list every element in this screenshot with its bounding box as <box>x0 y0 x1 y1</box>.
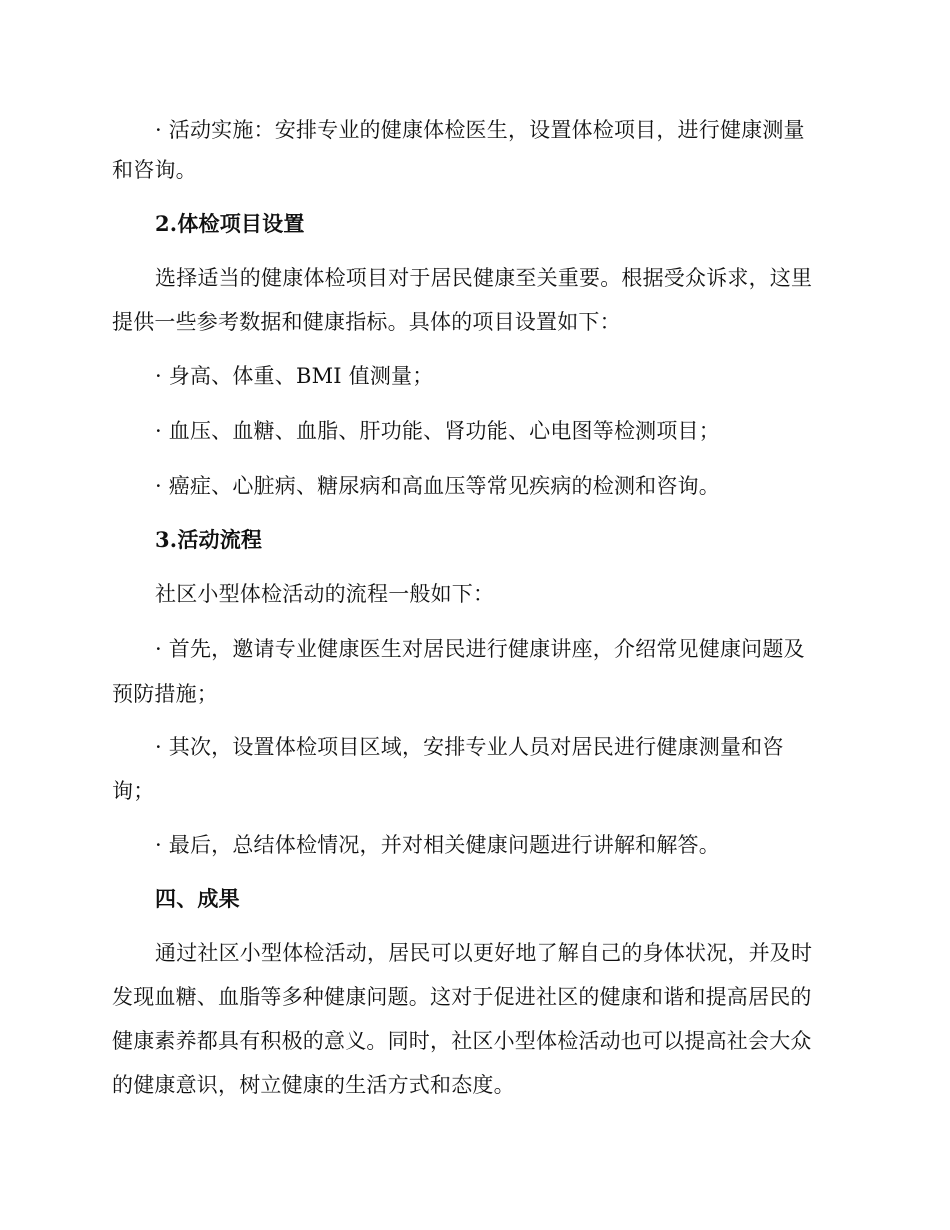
bullet-blood-tests: · 血压、血糖、血脂、肝功能、肾功能、心电图等检测项目； <box>155 419 720 443</box>
section-heading-checkup-items: 2.体检项目设置 <box>155 211 305 236</box>
section-heading-activity-flow: 3.活动流程 <box>155 527 263 552</box>
bullet-disease-screening: · 癌症、心脏病、糖尿病和高血压等常见疾病的检测和咨询。 <box>155 474 720 498</box>
paragraph-activity-flow-intro: 社区小型体检活动的流程一般如下： <box>155 582 495 606</box>
bullet-activity-implementation: · 活动实施：安排专业的健康体检医生，设置体检项目，进行健康测量 <box>155 118 805 142</box>
bullet-first-step: · 首先，邀请专业健康医生对居民进行健康讲座，介绍常见健康问题及 <box>155 637 805 661</box>
bullet-third-step: · 最后，总结体检情况，并对相关健康问题进行讲解和解答。 <box>155 833 720 857</box>
bullet-second-step-cont: 询； <box>112 779 155 803</box>
paragraph-results-line-4: 的健康意识，树立健康的生活方式和态度。 <box>112 1073 515 1097</box>
paragraph-checkup-items-line-1: 选择适当的健康体检项目对于居民健康至关重要。根据受众诉求，这里 <box>155 266 813 290</box>
paragraph-results-line-3: 健康素养都具有积极的意义。同时，社区小型体检活动也可以提高社会大众 <box>112 1029 812 1053</box>
paragraph-results-line-2: 发现血糖、血脂等多种健康问题。这对于促进社区的健康和谐和提高居民的 <box>112 985 812 1009</box>
paragraph-checkup-items-line-2: 提供一些参考数据和健康指标。具体的项目设置如下： <box>112 310 621 334</box>
bullet-height-weight-bmi: · 身高、体重、BMI 值测量； <box>155 364 434 388</box>
bullet-second-step: · 其次，设置体检项目区域，安排专业人员对居民进行健康测量和咨 <box>155 735 784 759</box>
section-heading-results: 四、成果 <box>155 886 240 911</box>
bullet-activity-implementation-cont: 和咨询。 <box>112 158 197 182</box>
paragraph-results-line-1: 通过社区小型体检活动，居民可以更好地了解自己的身体状况，并及时 <box>155 941 813 965</box>
bullet-first-step-cont: 预防措施； <box>112 682 218 706</box>
